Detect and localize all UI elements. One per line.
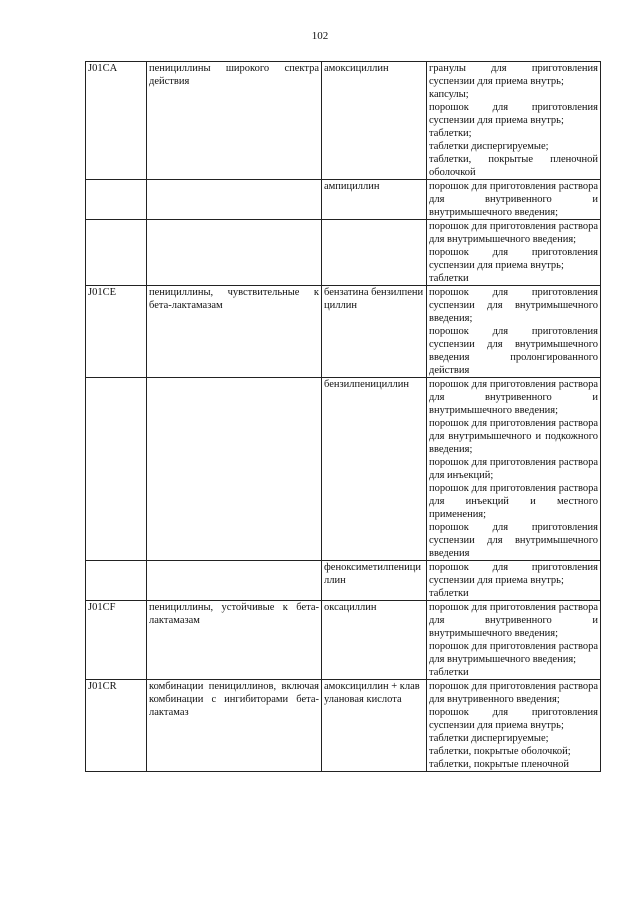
dosage-form-item: порошок для приготовления суспензии для приема внутрь; [429, 247, 598, 271]
dosage-form-item: порошок для приготовления раствора для инъекций; [429, 457, 598, 481]
atc-code-cell: J01CF [86, 601, 147, 680]
dosage-form-item: порошок для приготовления раствора для внутримышечного введения; [429, 641, 598, 665]
atc-code-cell: J01CR [86, 680, 147, 772]
table-row [86, 601, 601, 680]
dosage-form-item: таблетки, покрытые оболочкой; [429, 746, 571, 757]
drug-name-cell: амоксициллин + клавулановая кислота [322, 680, 427, 772]
dosage-form-item: таблетки; [429, 128, 472, 139]
dosage-form-item: таблетки [429, 273, 469, 284]
group-cell [147, 220, 322, 286]
dosage-form-item: порошок для приготовления суспензии для приема внутрь; [429, 707, 598, 731]
dosage-form-item: таблетки, покрытые пленочной оболочкой [429, 154, 598, 178]
dosage-forms-cell [427, 561, 601, 601]
dosage-form-item: порошок для приготовления раствора для внутримышечного и подкожного введения; [429, 418, 598, 455]
table-row [86, 561, 601, 601]
dosage-forms-cell [427, 680, 601, 772]
dosage-forms-cell [427, 378, 601, 561]
group-cell: пенициллины, устойчивые к бета-лактамазам [147, 601, 322, 680]
dosage-form-item: порошок для приготовления суспензии для приема внутрь; [429, 562, 598, 586]
dosage-form-item: порошок для приготовления раствора для внутривенного и внутримышечного введения; [429, 181, 598, 218]
dosage-form-item: порошок для приготовления суспензии для приема внутрь; [429, 102, 598, 126]
table-row [86, 62, 601, 180]
dosage-form-item: порошок для приготовления раствора для инъекций и местного применения; [429, 483, 598, 520]
table-row [86, 220, 601, 286]
drug-name-cell: оксациллин [322, 601, 427, 680]
dosage-form-item: таблетки, покрытые пленочной [429, 759, 570, 770]
drug-name-cell: бензилпенициллин [322, 378, 427, 561]
dosage-form-item: порошок для приготовления суспензии для внутримышечного введения пролонгированного действия [429, 326, 598, 376]
atc-code-cell [86, 180, 147, 220]
atc-code-cell: J01CA [86, 62, 147, 180]
atc-drug-table [85, 61, 601, 772]
dosage-form-item: порошок для приготовления суспензии для внутримышечного введения [429, 522, 598, 559]
dosage-form-item: порошок для приготовления суспензии для внутримышечного введения; [429, 287, 598, 324]
dosage-forms-cell [427, 62, 601, 180]
group-cell [147, 561, 322, 601]
dosage-forms-cell [427, 220, 601, 286]
drug-name-cell: амоксициллин [322, 62, 427, 180]
table-row [86, 180, 601, 220]
dosage-form-item: гранулы для приготовления суспензии для приема внутрь; [429, 63, 598, 87]
group-cell: комбинации пенициллинов, включая комбинации с ингибиторами бета-лактамаз [147, 680, 322, 772]
dosage-form-item: капсулы; [429, 89, 469, 100]
dosage-form-item: таблетки [429, 588, 469, 599]
atc-code-cell [86, 561, 147, 601]
table-row [86, 286, 601, 378]
dosage-forms-cell [427, 601, 601, 680]
drug-name-cell: феноксиметилпенициллин [322, 561, 427, 601]
group-cell: пенициллины, чувствительные к бета-лактамазам [147, 286, 322, 378]
dosage-form-item: таблетки диспергируемые; [429, 733, 549, 744]
table-row [86, 378, 601, 561]
dosage-forms-cell [427, 286, 601, 378]
dosage-form-item: порошок для приготовления раствора для внутривенного и внутримышечного введения; [429, 602, 598, 639]
table-body [86, 62, 601, 772]
group-cell: пенициллины широкого спектра действия [147, 62, 322, 180]
table-row [86, 680, 601, 772]
group-cell [147, 378, 322, 561]
dosage-form-item: порошок для приготовления раствора для внутривенного введения; [429, 681, 598, 705]
dosage-form-item: таблетки [429, 667, 469, 678]
group-cell [147, 180, 322, 220]
dosage-form-item: порошок для приготовления раствора для внутримышечного введения; [429, 221, 598, 245]
page-number: 102 [311, 30, 329, 42]
dosage-forms-cell [427, 180, 601, 220]
drug-name-cell [322, 220, 427, 286]
dosage-form-item: таблетки диспергируемые; [429, 141, 549, 152]
dosage-form-item: порошок для приготовления раствора для внутривенного и внутримышечного введения; [429, 379, 598, 416]
atc-code-cell [86, 378, 147, 561]
drug-name-cell: бензатина бензилпенициллин [322, 286, 427, 378]
atc-code-cell: J01CE [86, 286, 147, 378]
drug-name-cell: ампициллин [322, 180, 427, 220]
atc-code-cell [86, 220, 147, 286]
